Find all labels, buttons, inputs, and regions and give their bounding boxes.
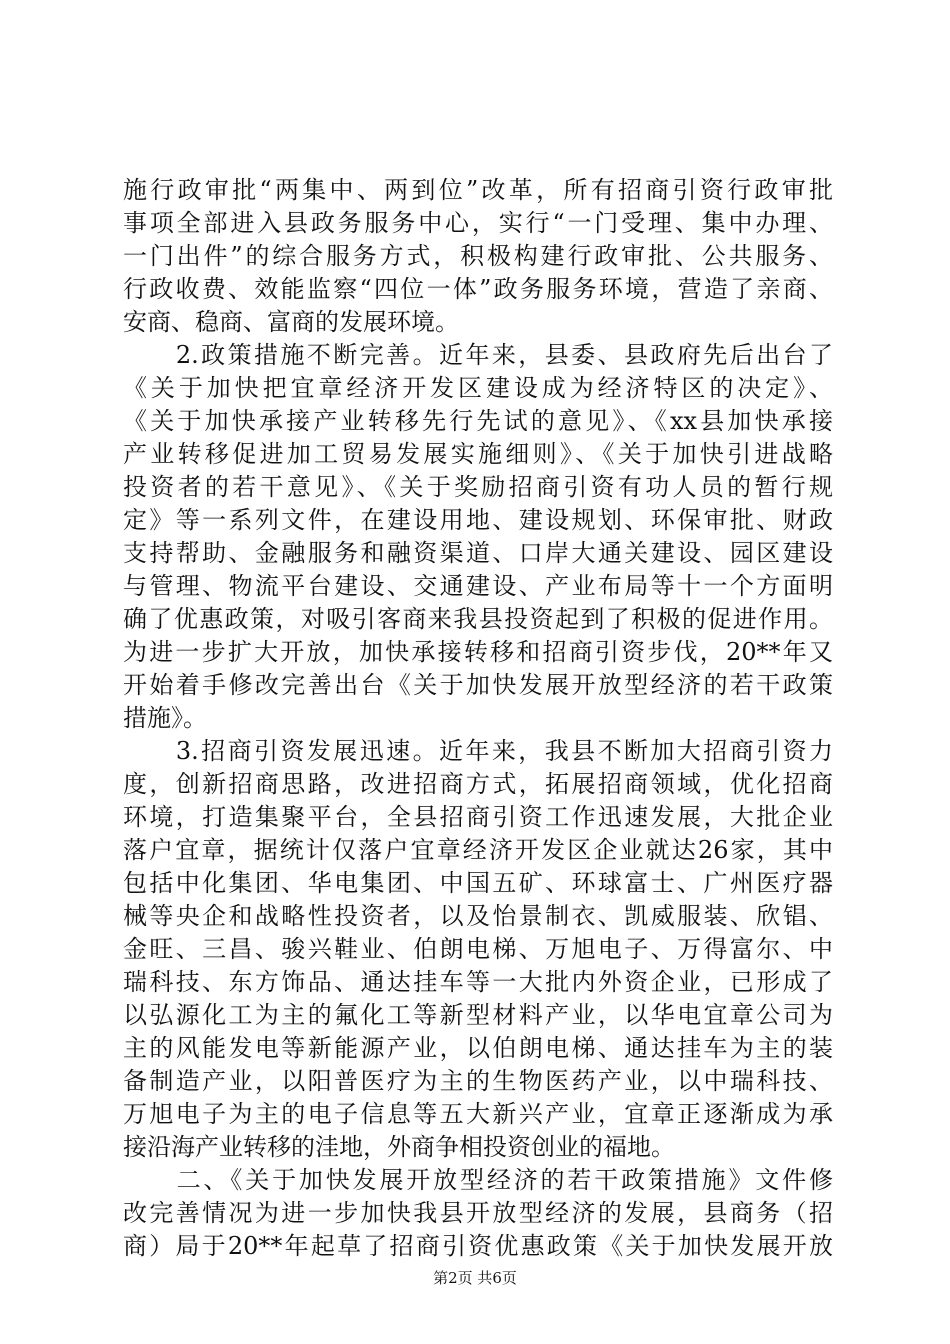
text-line: 度，创新招商思路，改进招商方式，拓展招商领域，优化招商 — [123, 770, 833, 798]
text-line: 改完善情况为进一步加快我县开放型经济的发展，县商务（招 — [123, 1199, 833, 1227]
text-line: 产业转移促进加工贸易发展实施细则》、《关于加快引进战略 — [123, 440, 833, 468]
text-line: 确了优惠政策，对吸引客商来我县投资起到了积极的促进作用。 — [123, 605, 833, 633]
text-line: 行政收费、效能监察“四位一体”政务服务环境，营造了亲商、 — [123, 275, 833, 303]
page-footer: 第2页 共6页 — [433, 1269, 517, 1287]
text-line: 万旭电子为主的电子信息等五大新兴产业，宜章正逐渐成为承 — [123, 1100, 833, 1128]
text-line: 开始着手修改完善出台《关于加快发展开放型经济的若干政策 — [123, 671, 833, 699]
text-line: 施行政审批“两集中、两到位”改革，所有招商引资行政审批 — [123, 176, 833, 204]
text-line: 《关于加快把宜章经济开发区建设成为经济特区的决定》、 — [123, 374, 833, 402]
text-line: 措施》。 — [123, 704, 207, 732]
text-line: 主的风能发电等新能源产业，以伯朗电梯、通达挂车为主的装 — [123, 1034, 833, 1062]
text-line: 与管理、物流平台建设、交通建设、产业布局等十一个方面明 — [123, 572, 833, 600]
text-line: 事项全部进入县政务服务中心，实行“一门受理、集中办理、 — [123, 209, 833, 237]
text-line: 环境，打造集聚平台，全县招商引资工作迅速发展，大批企业 — [123, 803, 833, 831]
text-line: 二、《关于加快发展开放型经济的若干政策措施》文件修 — [123, 1166, 833, 1194]
text-line: 支持帮助、金融服务和融资渠道、口岸大通关建设、园区建设 — [123, 539, 833, 567]
text-line: 3.招商引资发展迅速。近年来，我县不断加大招商引资力 — [123, 737, 833, 765]
text-line: 包括中化集团、华电集团、中国五矿、环球富士、广州医疗器 — [123, 869, 833, 897]
body-text — [123, 174, 833, 1263]
text-line: 《关于加快承接产业转移先行先试的意见》、《xx县加快承接 — [123, 407, 833, 435]
text-line: 金旺、三昌、骏兴鞋业、伯朗电梯、万旭电子、万得富尔、中 — [123, 935, 833, 963]
text-line: 接沿海产业转移的洼地，外商争相投资创业的福地。 — [123, 1133, 675, 1161]
text-line: 瑞科技、东方饰品、通达挂车等一大批内外资企业，已形成了 — [123, 968, 833, 996]
text-line: 以弘源化工为主的氟化工等新型材料产业，以华电宜章公司为 — [123, 1001, 833, 1029]
text-line: 为进一步扩大开放，加快承接转移和招商引资步伐，20**年又 — [123, 638, 833, 666]
text-line: 械等央企和战略性投资者，以及怡景制衣、凯威服装、欣锠、 — [123, 902, 833, 930]
text-line: 2.政策措施不断完善。近年来，县委、县政府先后出台了 — [123, 341, 833, 369]
text-line: 安商、稳商、富商的发展环境。 — [123, 308, 459, 336]
text-line: 商）局于20**年起草了招商引资优惠政策《关于加快发展开放 — [123, 1232, 833, 1260]
text-line: 定》等一系列文件，在建设用地、建设规划、环保审批、财政 — [123, 506, 833, 534]
text-line: 投资者的若干意见》、《关于奖励招商引资有功人员的暂行规 — [123, 473, 833, 501]
text-line: 落户宜章，据统计仅落户宜章经济开发区企业就达26家，其中 — [123, 836, 833, 864]
text-line: 一门出件”的综合服务方式，积极构建行政审批、公共服务、 — [123, 242, 833, 270]
text-line: 备制造产业，以阳普医疗为主的生物医药产业，以中瑞科技、 — [123, 1067, 833, 1095]
